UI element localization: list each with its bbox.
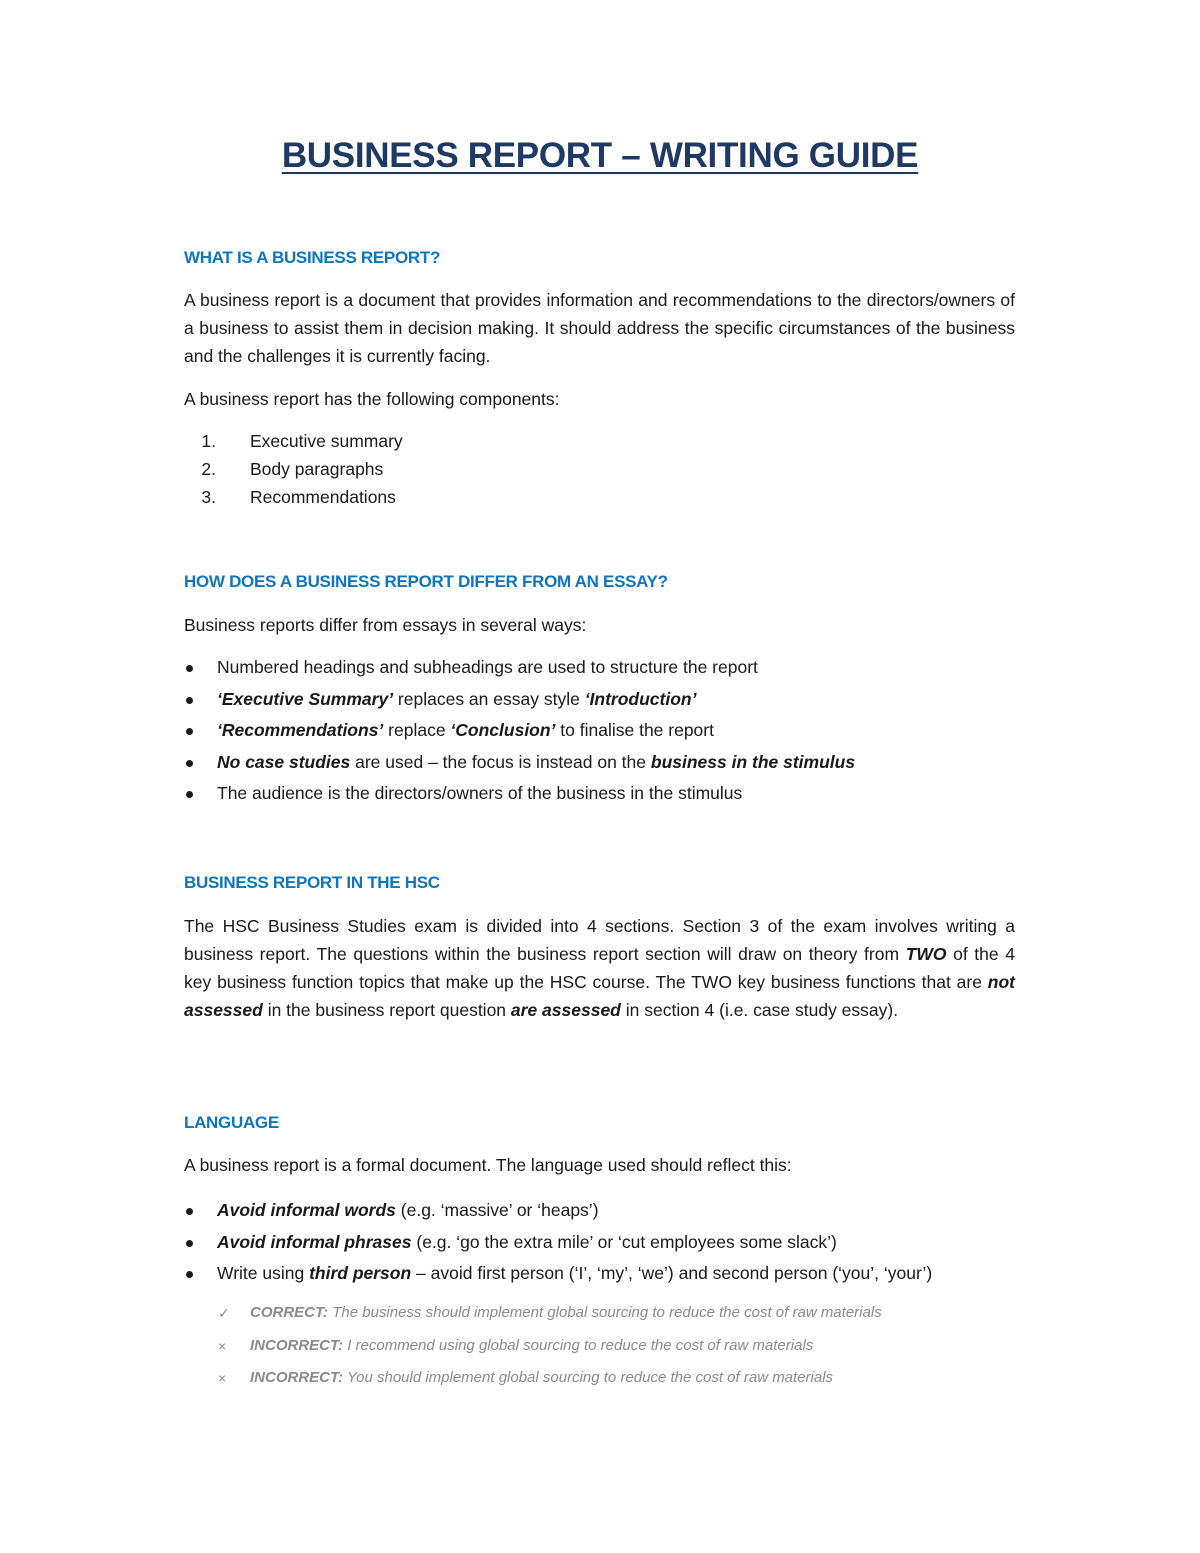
check-icon: ✓ [218, 1305, 230, 1321]
list-item: Avoid informal words (e.g. ‘massive’ or ‘heaps’) [184, 1195, 1024, 1227]
language-examples [216, 1297, 1036, 1395]
cross-icon: × [218, 1370, 227, 1386]
list-item: Avoid informal phrases (e.g. ‘go the extra mile’ or ‘cut employees some slack’) [184, 1227, 1024, 1259]
differ-intro: Business reports differ from essays in several ways: [184, 615, 587, 635]
differ-list [184, 652, 1024, 810]
bullet-icon [186, 760, 193, 767]
hsc-paragraph: The HSC Business Studies exam is divided into 4 sections. Section 3 of the exam involves writing a business report. The questions within the business report section will draw on theory from TWO of the 4 key business function topics that make up the HSC course. The TWO key business functions that are not assessed in the business report question are assessed in section 4 (i.e. case study essay). [184, 916, 1015, 1020]
bullet-icon [186, 1271, 193, 1278]
cross-icon: × [218, 1337, 227, 1354]
list-item: The audience is the directors/owners of the business in the stimulus [184, 778, 1024, 810]
list-item: 2. Body paragraphs [201, 459, 384, 479]
list-item: Write using third person – avoid first person (‘I’, ‘my’, ‘we’) and second person (‘you’, ‘your’) [184, 1258, 1024, 1290]
list-item: ‘Executive Summary’ replaces an essay style ‘Introduction’ [184, 684, 1024, 716]
page-title: BUSINESS REPORT – WRITING GUIDE [281, 136, 919, 175]
heading-differ-from-essay: HOW DOES A BUSINESS REPORT DIFFER FROM AN ESSAY? [184, 572, 668, 591]
heading-language: LANGUAGE [184, 1113, 279, 1132]
bullet-icon [186, 697, 193, 704]
heading-what-is-report: WHAT IS A BUSINESS REPORT? [184, 248, 441, 267]
example-item: × INCORRECT: I recommend using global sourcing to reduce the cost of raw materials [216, 1330, 1036, 1363]
heading-report-in-hsc: BUSINESS REPORT IN THE HSC [184, 873, 440, 892]
language-list [184, 1195, 1024, 1290]
list-item: 3. Recommendations [201, 487, 396, 507]
bullet-icon [186, 1208, 193, 1215]
list-item: No case studies are used – the focus is instead on the business in the stimulus [184, 747, 1024, 779]
components-list [184, 427, 1024, 511]
bullet-icon [186, 728, 193, 735]
language-intro: A business report is a formal document. The language used should reflect this: [184, 1155, 792, 1175]
example-item: ✓ CORRECT: The business should implement global sourcing to reduce the cost of raw materials [216, 1297, 1036, 1330]
list-item: 1. Executive summary [201, 431, 403, 451]
example-item: × INCORRECT: You should implement global sourcing to reduce the cost of raw materials [216, 1362, 1036, 1395]
bullet-icon [186, 665, 193, 672]
list-item: ‘Recommendations’ replace ‘Conclusion’ to finalise the report [184, 715, 1024, 747]
list-item: Numbered headings and subheadings are used to structure the report [184, 652, 1024, 684]
bullet-icon [186, 791, 193, 798]
what-is-paragraph: A business report is a document that provides information and recommendations to the directors/owners of a business to assist them in decision making. It should address the specific circumstances of the business and the challenges it is currently facing. [184, 290, 1015, 366]
bullet-icon [186, 1240, 193, 1247]
components-intro: A business report has the following components: [184, 389, 560, 409]
